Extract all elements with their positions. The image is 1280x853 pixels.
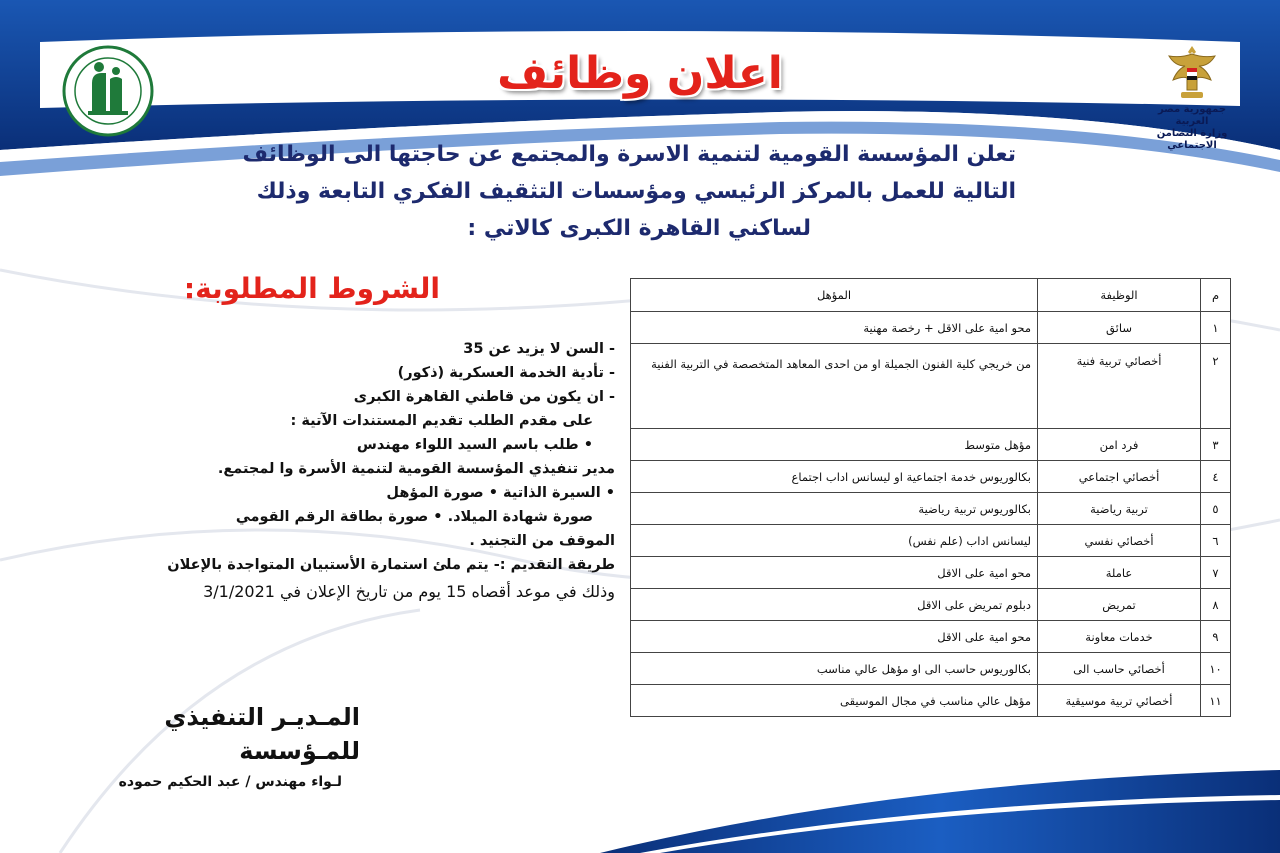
row-job: تمريض: [1038, 589, 1201, 621]
row-qual: بكالوريوس حاسب الى او مؤهل عالي مناسب: [631, 653, 1038, 685]
row-job: أخصائي تربية موسيقية: [1038, 685, 1201, 717]
conditions-list: [70, 337, 615, 607]
condition-line: الموقف من التجنيد .: [469, 533, 615, 549]
row-job: عاملة: [1038, 557, 1201, 589]
row-qual: محو امية على الاقل: [631, 557, 1038, 589]
table-row: [631, 312, 1231, 344]
condition-line: • طلب باسم السيد اللواء مهندس: [356, 437, 593, 453]
condition-line: - ان يكون من قاطني القاهرة الكبرى: [353, 389, 615, 405]
row-num: ٤: [1201, 461, 1231, 493]
header-job: الوظيفة: [1038, 279, 1201, 312]
table-row: [631, 461, 1231, 493]
jobs-table: [630, 278, 1231, 717]
table-row: [631, 525, 1231, 557]
row-qual: ليسانس اداب (علم نفس): [631, 525, 1038, 557]
ministry-name-line1: جمهورية مصر العربية: [1157, 104, 1227, 127]
table-row: [631, 621, 1231, 653]
header-num: م: [1201, 279, 1231, 312]
director-name: لـواء مهندس / عبد الحكيم حموده: [118, 774, 342, 790]
row-qual: محو امية على الاقل + رخصة مهنية: [631, 312, 1038, 344]
director-signature: [70, 700, 360, 796]
row-num: ٨: [1201, 589, 1231, 621]
row-num: ١١: [1201, 685, 1231, 717]
row-job: أخصائي حاسب الى: [1038, 653, 1201, 685]
intro-line: لساكني القاهرة الكبرى كالاتي :: [467, 216, 811, 241]
table-row: [631, 589, 1231, 621]
table-row: [631, 344, 1231, 429]
condition-line: مدير تنفيذي المؤسسة القومية لتنمية الأسرة وا لمجتمع.: [217, 461, 615, 477]
row-qual: بكالوريوس تربية رياضية: [631, 493, 1038, 525]
row-num: ٢: [1201, 344, 1231, 429]
row-job: فرد امن: [1038, 429, 1201, 461]
intro-line: تعلن المؤسسة القومية لتنمية الاسرة والمجتمع عن حاجتها الى الوظائف: [242, 142, 1016, 167]
table-row: [631, 429, 1231, 461]
row-qual: دبلوم تمريض على الاقل: [631, 589, 1038, 621]
row-num: ٣: [1201, 429, 1231, 461]
application-deadline: وذلك في موعد أقصاه 15 يوم من تاريخ الإعلان في 3/1/2021: [203, 582, 615, 601]
row-job: أخصائي اجتماعي: [1038, 461, 1201, 493]
row-num: ٩: [1201, 621, 1231, 653]
director-title: المـديـر التنفيذي للمـؤسسة: [164, 703, 360, 765]
table-row: [631, 685, 1231, 717]
intro-paragraph: [242, 136, 1016, 247]
table-row: [631, 653, 1231, 685]
header-qual: المؤهل: [631, 279, 1038, 312]
intro-line: التالية للعمل بالمركز الرئيسي ومؤسسات التثقيف الفكري التابعة وذلك: [256, 179, 1016, 204]
row-job: أخصائي نفسي: [1038, 525, 1201, 557]
condition-line: على مقدم الطلب تقديم المستندات الآتية :: [290, 413, 593, 429]
row-num: ٦: [1201, 525, 1231, 557]
row-job: تربية رياضية: [1038, 493, 1201, 525]
table-row: [631, 493, 1231, 525]
row-num: ٥: [1201, 493, 1231, 525]
condition-line: • السيرة الذاتية • صورة المؤهل: [386, 485, 615, 501]
condition-line: - تأدية الخدمة العسكرية (ذكور): [397, 365, 615, 381]
application-method: طريقة التقديم :- يتم ملئ استمارة الأستبيان المتواجدة بالإعلان: [167, 557, 615, 573]
row-job: سائق: [1038, 312, 1201, 344]
row-num: ١: [1201, 312, 1231, 344]
condition-line: صورة شهادة الميلاد. • صورة بطاقة الرقم القومي: [235, 509, 593, 525]
row-num: ١٠: [1201, 653, 1231, 685]
row-job: أخصائي تربية فنية: [1038, 344, 1201, 429]
page-title: اعلان وظائف: [497, 48, 783, 99]
ministry-name-line2: وزارة التضامن الاجتماعي: [1156, 128, 1228, 151]
conditions-title: الشروط المطلوبة:: [183, 272, 440, 305]
row-qual: بكالوريوس خدمة اجتماعية او ليسانس اداب اجتماع: [631, 461, 1038, 493]
row-qual: محو امية على الاقل: [631, 621, 1038, 653]
condition-line: - السن لا يزيد عن 35: [463, 341, 615, 357]
row-qual: من خريجي كلية الفنون الجميلة او من احدى المعاهد المتخصصة في التربية الفنية: [631, 344, 1038, 429]
row-job: خدمات معاونة: [1038, 621, 1201, 653]
table-header-row: [631, 279, 1231, 312]
row-qual: مؤهل عالي مناسب في مجال الموسيقى: [631, 685, 1038, 717]
row-num: ٧: [1201, 557, 1231, 589]
row-qual: مؤهل متوسط: [631, 429, 1038, 461]
table-row: [631, 557, 1231, 589]
